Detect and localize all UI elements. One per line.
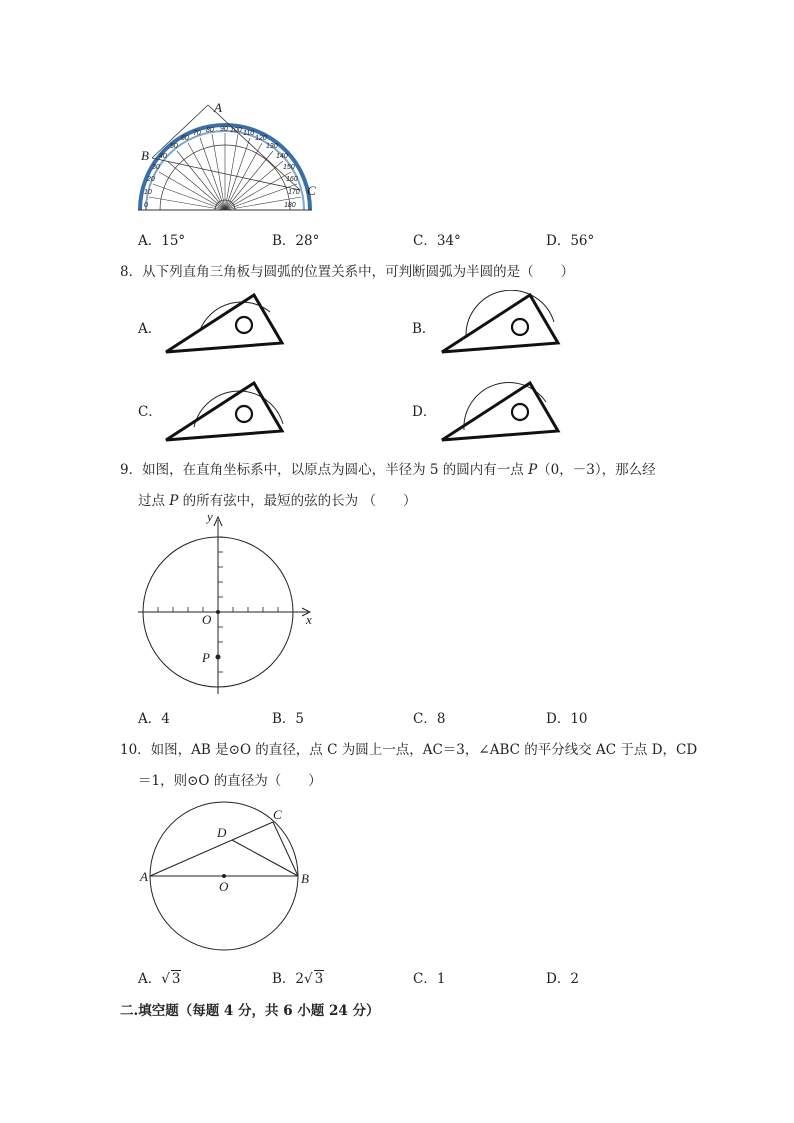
label-p: P [202, 650, 210, 665]
scale-label: 20 [147, 176, 155, 183]
scale-label: 80 [206, 127, 214, 134]
q10-option-b[interactable] [272, 967, 324, 987]
scale-label: 50 [170, 143, 178, 150]
scale-label: 60 [181, 135, 189, 142]
q8-stem: 8．从下列直角三角板与圆弧的位置关系中，可判断圆弧为半圆的是（ ） [120, 264, 575, 280]
scale-label: 10 [144, 189, 152, 196]
q8-figure-a[interactable] [160, 290, 290, 360]
label-c: C [307, 183, 316, 198]
sqrt-icon: √ 3 [304, 971, 324, 987]
sqrt-icon: √ 3 [161, 971, 181, 987]
q9-option-d[interactable]: D．10 [546, 711, 588, 727]
q7-option-c[interactable]: C．34° [413, 233, 461, 249]
q10-option-a-radicand: 3 [171, 971, 181, 987]
q10-circle-figure [135, 795, 320, 955]
q10-option-b-radicand: 3 [314, 971, 324, 987]
q10-stem-line1: 10．如图，AB 是⊙O 的直径，点 C 为圆上一点，AC＝3，∠ABC 的平分线交 AC 于点 D，CD [120, 742, 698, 758]
q9-option-c[interactable]: C．8 [413, 711, 446, 727]
scale-label: 140 [276, 153, 288, 160]
q10-option-a[interactable] [138, 967, 181, 987]
scale-label: 110 [243, 130, 255, 137]
q10-option-a-prefix: A． [138, 971, 162, 987]
label-b: B [141, 148, 149, 163]
label-d: D [217, 825, 227, 840]
q7-option-d[interactable]: D．56° [546, 233, 595, 249]
label-o: O [219, 879, 229, 894]
q9-stem-line2-prefix: 过点 [138, 493, 170, 509]
q8-option-a-label[interactable]: A． [138, 321, 162, 337]
q8-figure-b[interactable] [436, 290, 566, 360]
q10-option-c[interactable]: C．1 [413, 971, 446, 987]
q9-option-a[interactable]: A．4 [138, 711, 170, 727]
q9-stem-line2-suffix: 的所有弦中，最短的弦的长为 （ ） [178, 493, 417, 509]
scale-label: 130 [266, 143, 278, 150]
label-c: C [273, 807, 282, 822]
scale-label: 150 [283, 164, 295, 171]
label-y: y [207, 509, 213, 524]
q9-stem-line2-point: P [169, 493, 179, 509]
q10-stem-line2: ＝1，则⊙O 的直径为（ ） [138, 773, 322, 789]
label-a: A [214, 100, 222, 115]
q7-protractor-figure [130, 100, 330, 215]
q9-stem-line1-prefix: 9．如图，在直角坐标系中，以原点为圆心，半径为 5 的圆内有一点 [120, 462, 529, 478]
q9-stem-point: P [528, 462, 538, 478]
scale-label: 70 [193, 130, 201, 137]
label-o: O [202, 612, 212, 627]
q9-stem-line1-suffix: （0，－3），那么经 [537, 462, 656, 478]
q9-stem-line1 [120, 458, 656, 478]
q7-option-a[interactable]: A．15° [138, 233, 186, 249]
q8-option-d-label[interactable]: D． [412, 404, 437, 420]
q8-option-b-label[interactable]: B． [412, 321, 436, 337]
q10-option-b-prefix: B．2 [272, 971, 305, 987]
scale-label: 120 [255, 135, 267, 142]
scale-label: 100 [230, 127, 242, 134]
q8-figure-d[interactable] [436, 372, 566, 447]
scale-label: 90 [220, 126, 228, 133]
q10-option-d[interactable]: D．2 [546, 971, 579, 987]
q9-stem-line2 [138, 489, 416, 509]
label-a: A [140, 869, 148, 884]
scale-label: 160 [286, 176, 298, 183]
scale-label: 30 [152, 164, 160, 171]
scale-label: 180 [284, 202, 296, 209]
q8-figure-c[interactable] [160, 372, 290, 447]
section-title: 二.填空题（每题 4 分，共 6 小题 24 分） [120, 1003, 380, 1019]
q9-coordinate-figure [130, 508, 330, 698]
q9-option-b[interactable]: B．5 [272, 711, 305, 727]
scale-label: 0 [144, 202, 148, 209]
q8-option-c-label[interactable]: C． [138, 404, 162, 420]
scale-label: 170 [288, 189, 300, 196]
q7-option-b[interactable]: B．28° [272, 233, 320, 249]
label-x: x [306, 612, 312, 627]
label-b: B [301, 871, 309, 886]
scale-label: 40 [159, 153, 167, 160]
